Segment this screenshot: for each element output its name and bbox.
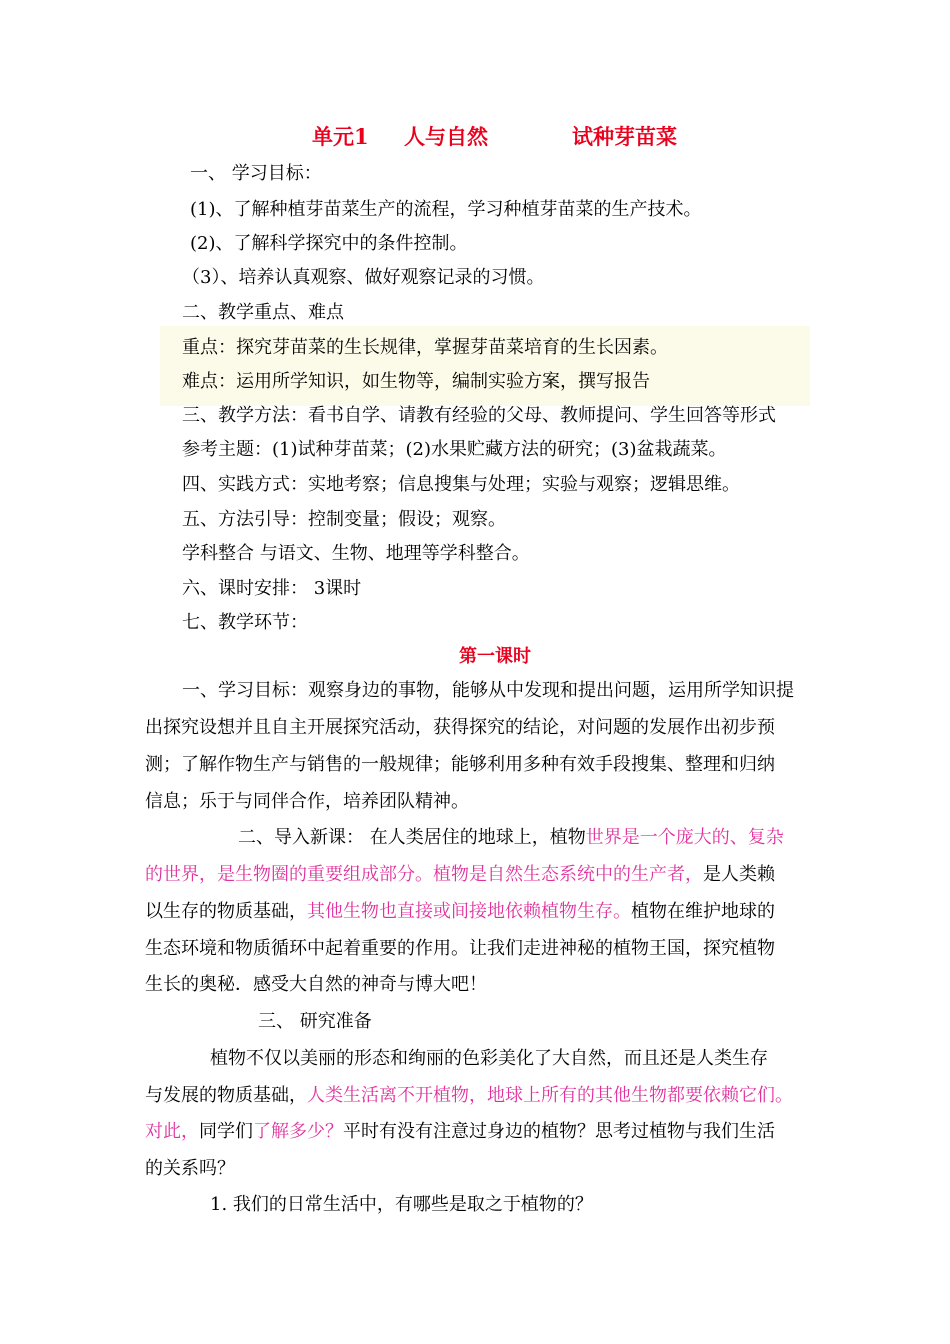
goal-item-2: (2)、了解科学探究中的条件控制。 [190,233,468,254]
section-2-heading: 二、教学重点、难点 [182,302,344,323]
prep-emphasis: 人类生活离不开植物，地球上所有的其他生物都要依赖它们。 [307,1085,793,1106]
intro-text: 植物在维护地球的 [631,901,775,922]
intro-line-3 [145,900,775,924]
prep-line-2 [145,1084,793,1108]
lesson-1-heading: 第一课时 [459,646,531,667]
difficult-point: 难点：运用所学知识，如生物等，编制实验方案，撰写报告 [182,371,650,392]
class-hours: 六、课时安排： 3课时 [182,578,362,599]
lesson-goal-line-4: 信息；乐于与同伴合作，培养团队精神。 [145,791,469,812]
title-topic: 试种芽苗菜 [572,124,677,149]
lesson-goal-line-2: 出探究设想并且自主开展探究活动，获得探究的结论，对问题的发展作出初步预 [145,717,775,738]
intro-emphasis: 的世界，是生物圈的重要组成部分。植物是自然生态系统中的生产者， [145,864,703,885]
intro-line-4: 生态环境和物质循环中起着重要的作用。让我们走进神秘的植物王国，探究植物 [145,938,775,959]
lesson-goal-line-3: 测；了解作物生产与销售的一般规律；能够利用多种有效手段搜集、整理和归纳 [145,754,775,775]
intro-text: 二、导入新课： 在人类居住的地球上，植物 [238,827,586,848]
intro-text: 以生存的物质基础， [145,901,307,922]
prep-text: 与发展的物质基础， [145,1085,307,1106]
intro-line-2 [145,863,775,887]
reference-topics: 参考主题：(1)试种芽苗菜；(2)水果贮藏方法的研究；(3)盆栽蔬菜。 [182,439,727,460]
intro-emphasis: 其他生物也直接或间接地依赖植物生存。 [307,901,631,922]
prep-emphasis: 对此， [145,1121,199,1142]
practice-modes: 四、实践方式：实地考察；信息搜集与处理；实验与观察；逻辑思维。 [182,474,740,495]
prep-line-1: 植物不仅以美丽的形态和绚丽的色彩美化了大自然，而且还是人类生存 [210,1048,768,1069]
prep-emphasis: 了解多少？ [253,1121,343,1142]
prep-line-3 [145,1120,775,1144]
title-unit: 单元1 [312,124,369,149]
goal-item-1: (1)、了解种植芽苗菜生产的流程，学习种植芽苗菜的生产技术。 [190,199,702,220]
key-point: 重点：探究芽苗菜的生长规律，掌握芽苗菜培育的生长因素。 [182,337,668,358]
teaching-steps: 七、教学环节： [182,612,308,633]
title-theme: 人与自然 [404,124,488,149]
prep-text: 平时有没有注意过身边的植物？思考过植物与我们生活 [343,1121,775,1142]
prep-line-4: 的关系吗？ [145,1158,235,1179]
intro-line-1 [238,826,784,850]
lesson-goal-line-1: 一、学习目标：观察身边的事物，能够从中发现和提出问题，运用所学知识提 [182,680,794,701]
intro-text: 是人类赖 [703,864,775,885]
prep-heading: 三、 研究准备 [258,1011,372,1032]
intro-emphasis: 世界是一个庞大的、复杂 [585,827,784,848]
intro-line-5: 生长的奥秘．感受大自然的神奇与博大吧！ [145,974,487,995]
method-guidance: 五、方法引导：控制变量；假设；观察。 [182,509,506,530]
section-1-heading: 一、 学习目标： [190,163,322,184]
teaching-methods: 三、教学方法：看书自学、请教有经验的父母、教师提问、学生回答等形式 [182,405,776,426]
question-1: 1. 我们的日常生活中，有哪些是取之于植物的？ [210,1194,593,1215]
subject-integration: 学科整合 与语文、生物、地理等学科整合。 [182,543,530,564]
goal-item-3: （3）、培养认真观察、做好观察记录的习惯。 [182,267,545,288]
prep-text: 同学们 [199,1121,253,1142]
